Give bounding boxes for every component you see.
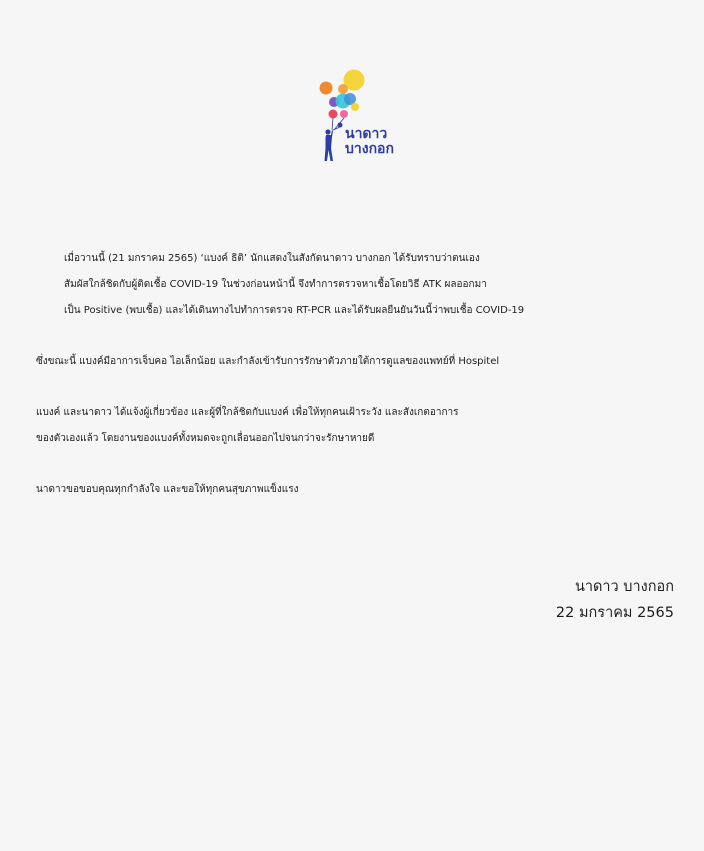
paragraph-1 [36,246,676,324]
signature-org: นาดาว บางกอก [574,579,674,595]
paragraph-line: เมื่อวานนี้ (21 มกราคม 2565) ‘แบงค์ ธิติ’ นักแสดงในสังกัดนาดาว บางกอก ได้รับทราบว่าตนเอง [64,253,480,264]
paragraph-line: เป็น Positive (พบเชื้อ) และได้เดินทางไปทำการตรวจ RT-PCR และได้รับผลยืนยันวันนี้ว่าพบเชื้อ COVID-19 [64,305,525,316]
signature-date: 22 มกราคม 2565 [555,605,674,621]
paragraph-line: แบงค์ และนาดาว ได้แจ้งผู้เกี่ยวข้อง และผู้ที่ใกล้ชิดกับแบงค์ เพื่อให้ทุกคนเฝ้าระวัง และสังเกตอาการ [36,407,459,418]
balloon-orange [320,82,333,95]
signature-block [556,574,674,626]
paragraph-line: ของตัวเองแล้ว โดยงานของแบงค์ทั้งหมดจะถูกเลื่อนออกไปจนกว่าจะรักษาหายดี [36,433,375,444]
paragraph-line: นาดาวขอขอบคุณทุกกำลังใจ และขอให้ทุกคนสุขภาพแข็งแรง [36,484,299,495]
paragraph-4 [36,477,676,503]
letter-body [36,246,676,528]
paragraph-line: ซึ่งขณะนี้ แบงค์มีอาการเจ็บคอ ไอเล็กน้อย และกำลังเข้ารับการรักษาตัวภายใต้การดูแลของแพทย์ที่ Hospitel [36,356,500,367]
paragraph-2 [36,349,676,375]
balloon-red [329,110,338,119]
paragraph-line: สัมผัสใกล้ชิดกับผู้ติดเชื้อ COVID-19 ในช่วงก่อนหน้านี้ จึงทำการตรวจหาเชื้อโดยวิธี ATK ผลออกมา [64,279,487,290]
person-body [325,130,334,161]
balloon-lightorange [338,84,348,94]
paragraph-3 [36,400,676,452]
person-head [325,129,330,134]
logo-wordmark [345,127,394,157]
balloon-pink [340,110,348,118]
balloon-yellow-small [351,103,359,111]
logo-name-line2: บางกอก [345,141,394,157]
logo-name-line1: นาดาว [345,126,388,142]
